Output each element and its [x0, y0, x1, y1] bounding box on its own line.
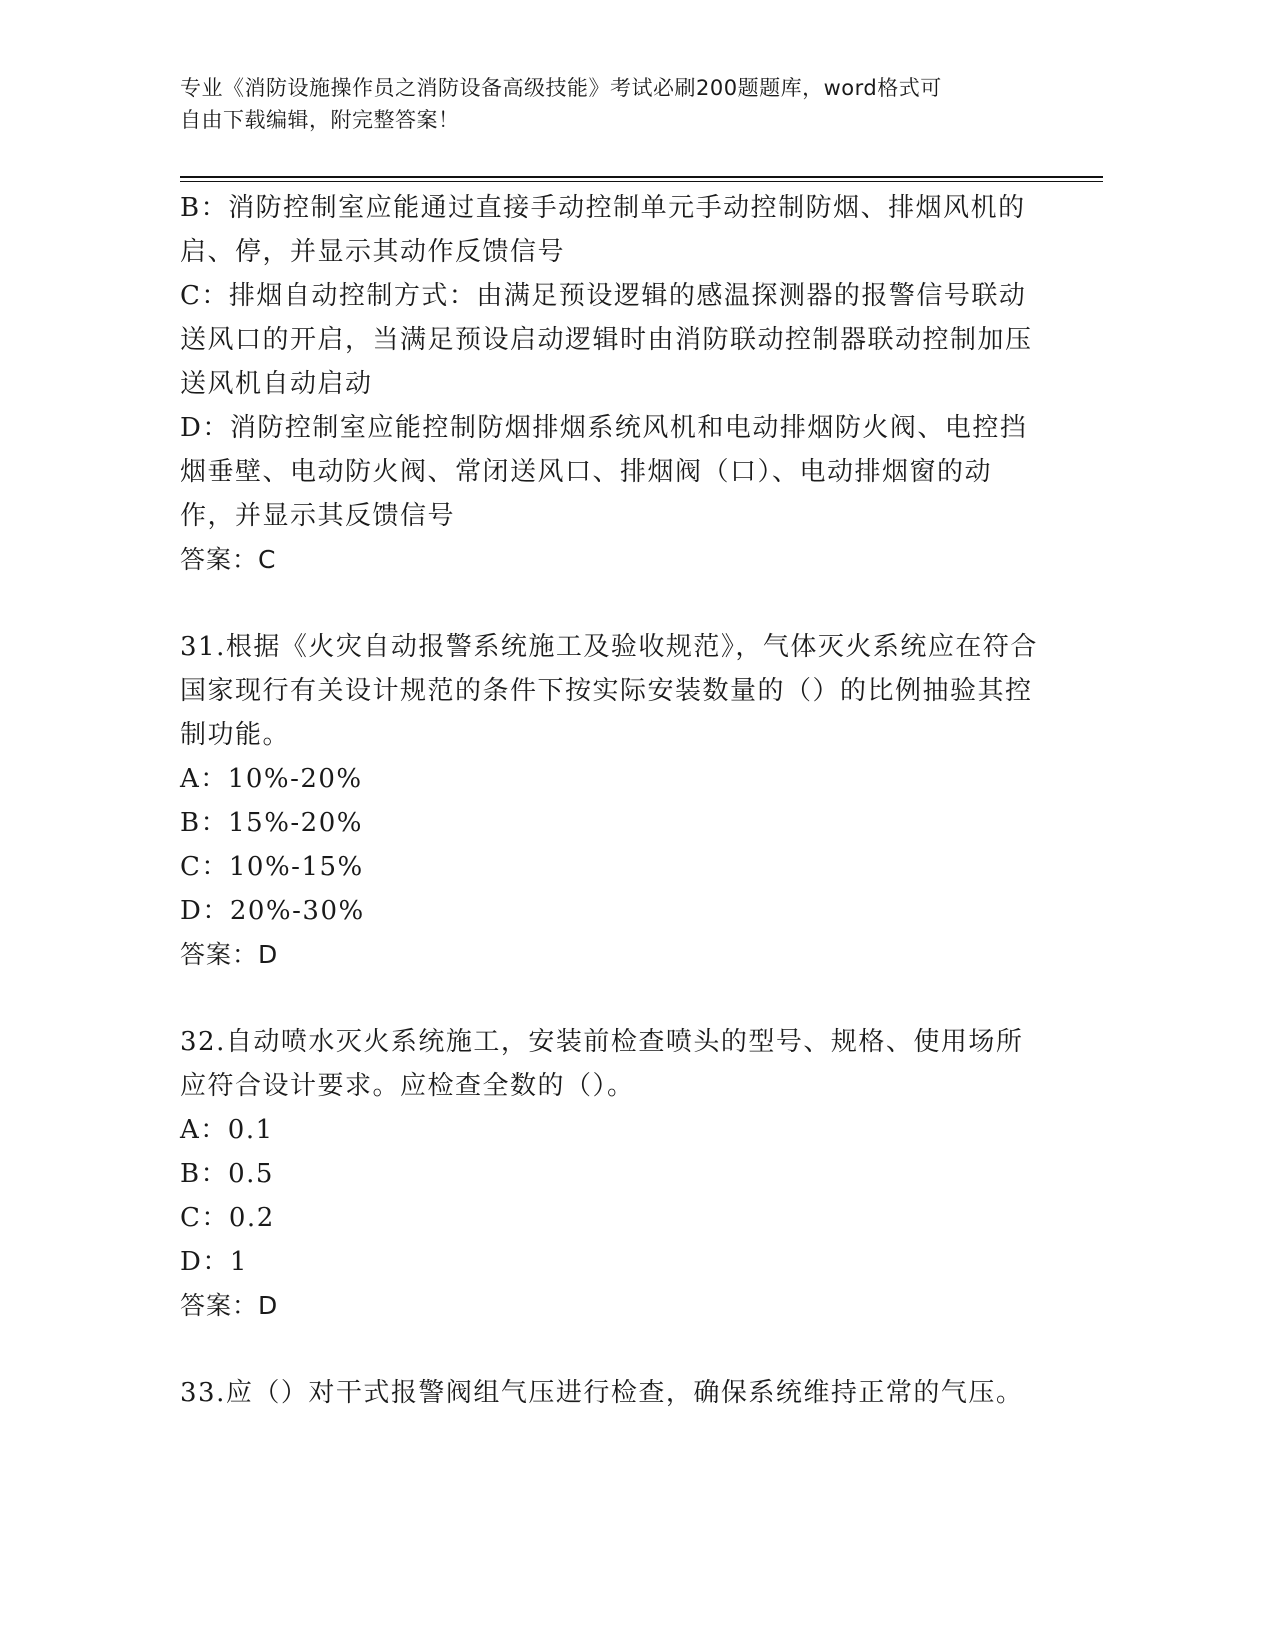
question-stem: 33.应（）对干式报警阀组气压进行检查，确保系统维持正常的气压。: [180, 1378, 1024, 1408]
header-divider-thin: [180, 181, 1103, 182]
option-b: B：15%-20%: [180, 808, 363, 838]
answer: 答案：D: [180, 940, 279, 969]
answer: 答案：D: [180, 1291, 279, 1320]
option-d: D：20%-30%: [180, 896, 365, 926]
option-c: C：10%-15%: [180, 852, 364, 882]
option-b: B：消防控制室应能通过直接手动控制单元手动控制防烟、排烟风机的启、停，并显示其动作反馈信号: [180, 193, 1026, 267]
question-stem: 31.根据《火灾自动报警系统施工及验收规范》，气体灭火系统应在符合国家现行有关设计规范的条件下按实际安装数量的（）的比例抽验其控制功能。: [180, 632, 1038, 750]
header-title-line-2: 自由下载编辑，附完整答案！: [180, 108, 460, 132]
option-c: C：排烟自动控制方式：由满足预设逻辑的感温探测器的报警信号联动送风口的开启，当满足预设启动逻辑时由消防联动控制器联动控制加压送风机自动启动: [180, 281, 1033, 399]
answer: 答案：C: [180, 545, 277, 574]
question-stem: 32.自动喷水灭火系统施工，安装前检查喷头的型号、规格、使用场所应符合设计要求。应检查全数的（）。: [180, 1027, 1024, 1101]
option-a: A：10%-20%: [180, 764, 363, 794]
header-divider-thick: [180, 176, 1103, 178]
option-d: D：消防控制室应能控制防烟排烟系统风机和电动排烟防火阀、电控挡烟垂壁、电动防火阀、常闭送风口、排烟阀（口）、电动排烟窗的动作，并显示其反馈信号: [180, 413, 1028, 531]
question-content: [180, 186, 1040, 1415]
spacer: [180, 582, 1040, 625]
header-title-line-1: 专业《消防设施操作员之消防设备高级技能》考试必刷200题题库，word格式可: [180, 76, 942, 100]
question-32: [180, 1020, 1040, 1328]
option-c: C：0.2: [180, 1203, 275, 1233]
spacer: [180, 1328, 1040, 1371]
option-d: D：1: [180, 1247, 248, 1277]
question-33: [180, 1371, 1040, 1415]
page-header: [180, 72, 1040, 136]
option-a: A：0.1: [180, 1115, 274, 1145]
question-30-continued: [180, 186, 1040, 582]
option-b: B：0.5: [180, 1159, 274, 1189]
question-31: [180, 625, 1040, 977]
spacer: [180, 977, 1040, 1020]
